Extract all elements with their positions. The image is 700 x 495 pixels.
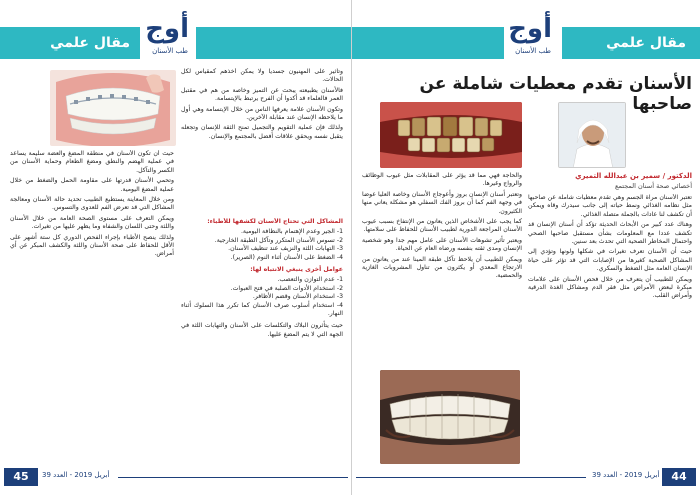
right-col1-p1: تعتبر الأسنان مرآة الجسم وهي تقدم معطيات شاملة عن صاحبها مثل نظامه الغذائي ونمط حياته إلى جانب سيدرك وقاه ويمكن أن تكشف لنا عادات بالجملة متصلة الغذائي. bbox=[528, 194, 692, 218]
right-footer bbox=[352, 468, 700, 486]
right-col1-p2: وهناك عدد كبير من الأبحاث الحديثة تؤكد أن أسنان الإنسان قد تكشف عددا مع المعلومات بشأن مستقبل صاحبها الصحي واحتمال المخاطر الصحية التي تحدث بعد سنين. bbox=[528, 221, 692, 246]
section-label: مقال علمي bbox=[606, 35, 686, 51]
article-headline: الأسنان تقدم معطيات شاملة عن صاحبها bbox=[419, 74, 692, 114]
left-col2-p1: حيث أن تكون الأسنان في منطقة المضغ والعضة سليمة يساعد في عملية الهضم والنطق ومضغ الطعام وحماية الأسنان من الكسر والتآكل. bbox=[10, 150, 174, 174]
right-col2-p1: والحاجة فهي مما قد يؤثر على المقابلات مثل عيوب الوظائف والرواج وغيرها. bbox=[362, 172, 522, 188]
left-col1-p3: وتكون الأسنان علامة يعرفها الناس من خلال الإبتسامة وهي أول ما يلاحظه الإنسان عند مقابلة الآخرين. bbox=[181, 105, 343, 122]
left-header-band-right bbox=[196, 27, 352, 59]
left-col1-p4: ولذلك فإن عملية التقويم والتجميل تمنح الثقة للإنسان وتجعله يتقبل نفسه ويحقق علاقات أفضل بالمجتمع والإنسان. bbox=[181, 124, 343, 140]
left-col1-p2: فالأسنان يطبيعته يبحث عن التميز وخاصة من هم في مقتبل العمر فالعلماء قد أكدوا أن الفرح يرتبط بالإبتسامة. bbox=[181, 86, 343, 103]
left-col2-p3: ومن خلال المعاينة يستطيع الطبيب تحديد حالة الأسنان ومعالجة المشاكل التي قد تعرض الفم للعدوى والتسوس. bbox=[10, 196, 174, 212]
list-2 bbox=[181, 276, 343, 318]
page-number: 44 bbox=[662, 468, 696, 486]
right-col1-text bbox=[528, 194, 692, 462]
clenched-teeth-photo bbox=[380, 370, 520, 464]
right-col2-text bbox=[362, 172, 522, 367]
list-item: 1- الجير وعدم الإهتمام بالنظافة اليومية. bbox=[240, 228, 343, 236]
clenched-teeth-illustration bbox=[380, 370, 520, 464]
tooth-logo-icon bbox=[145, 9, 195, 63]
right-header-band bbox=[562, 27, 700, 59]
issue-label: أبريل 2019 - العدد 39 bbox=[592, 471, 660, 479]
left-col2-p2: وتحمي الأسنان قدرتها على مقاومة الحمل والضغط من خلال عملية المضغ اليومية. bbox=[10, 177, 174, 193]
right-page bbox=[352, 0, 700, 495]
right-col2-p4: ويعتبر تأثير تشوهات الأسنان على عامل مهم جدا وهو شخصية الإنسان ومدى ثقته بنفسه ورضاه العام عن الحياة. bbox=[362, 236, 522, 253]
footer-rule bbox=[356, 477, 586, 478]
decayed-teeth-illustration bbox=[380, 102, 522, 168]
list-heading: المشاكل التي تحتاج الأسنان لكشفها للأطباء: bbox=[207, 218, 343, 225]
author-name: الدكتور / سمير بن عبدالله التميري bbox=[575, 172, 692, 180]
author-photo bbox=[558, 102, 626, 168]
list-heading-2: عوامل أخرى ينبغي الانتباه لها: bbox=[250, 266, 343, 274]
left-col1-text bbox=[181, 68, 343, 216]
left-header-band bbox=[0, 27, 140, 59]
list-item: 3- التهابات اللثة والنزيف عند تنظيف الأسنان. bbox=[228, 245, 343, 253]
list-item: 2- استخدام الأدوات الصلبة في فتح العبوات. bbox=[230, 284, 343, 292]
list-1 bbox=[181, 228, 343, 262]
right-header bbox=[352, 5, 700, 67]
issue-label: أبريل 2019 - العدد 39 bbox=[42, 471, 110, 479]
left-col1-list bbox=[181, 218, 343, 463]
left-footer bbox=[0, 468, 352, 486]
left-col1-tail: حيث يتأثرون البلاك والتكلسات على الأسنان والتهابات اللثة في الجهة التي لا يتم المضغ عليها. bbox=[181, 322, 343, 338]
logo-text: أوج bbox=[508, 14, 552, 44]
author-portrait bbox=[559, 103, 626, 168]
list-item: 4- استخدام أسلوب صرف الأسنان كما تكرر هذا السلوك أثناء النهار. bbox=[181, 301, 343, 318]
list-item: 3- استخدام الأسنان وقضم الأظافر. bbox=[252, 293, 343, 301]
right-col1-p3: حيث أن الأسنان تعرف تغيرات في شكلها ولونها وتؤدي إلى المشاكل الصحية كغيرها من الإصابات التي قد تؤثر على حياة الإنسان العامة مثل الضغط والسكري. bbox=[528, 248, 692, 273]
left-col2-p4: ويمكن التعرف على مستوى الصحة العامة من خلال الأسنان واللثة وحتى اللسان والشفاه وما يظهر عليها من تغيرات. bbox=[10, 214, 174, 231]
list-item: 4- الضغط على الأسنان أثناء النوم (الصرير). bbox=[230, 253, 343, 261]
page-number: 45 bbox=[4, 468, 38, 486]
left-col2-text bbox=[10, 150, 174, 462]
logo-sub: طب الأسنان bbox=[152, 47, 188, 55]
right-header-band-left bbox=[352, 27, 504, 59]
logo-text: أوج bbox=[145, 14, 189, 44]
list-item: 1- عدم التوازن والتعصب. bbox=[277, 276, 343, 284]
left-col2-p5: ولذلك ينصح الأطباء بإجراء الفحص الدوري كل ستة أشهر على الأقل للحفاظ على صحة الأسنان واللثة والكشف المبكر عن أي أمراض. bbox=[10, 233, 174, 258]
section-label: مقال علمي bbox=[50, 35, 130, 51]
footer-rule bbox=[118, 477, 348, 478]
author-role: أخصائي صحة أسنان المجتمع bbox=[615, 182, 692, 190]
left-header bbox=[0, 5, 352, 67]
braces-photo bbox=[50, 70, 176, 146]
logo-sub: طب الأسنان bbox=[515, 47, 551, 55]
right-col2-p5: ويمكن للطبيب أن يلاحظ تآكل طبقة المينا عند من يعانون من الارتجاع المعدي أو يكثرون من تناول المشروبات الغازية والحمضية. bbox=[362, 255, 522, 280]
left-col1-p1: وتأثير على المهنيون جسديا ولا يمكن أخذهم كمقياس لكل الحالات. bbox=[181, 68, 343, 84]
right-col2-p3: كما يجب على الأشخاص الذين يعانون من الإنتفاخ بسبب عيوب الأسنان المراجعة الدورية لطبيب الأسنان للحفاظ على سلامتها. bbox=[362, 218, 522, 234]
braces-illustration bbox=[50, 70, 176, 146]
right-col1-p4: ويمكن للطبيب أن يتعرف من خلال فحص الأسنان على علامات مبكرة لبعض الأمراض مثل فقر الدم ومشاكل الغدة الدرقية وأمراض القلب. bbox=[528, 275, 692, 300]
tooth-logo-icon bbox=[508, 9, 558, 63]
right-col2-p2: وتعتبر أسنان الإنسان بروز وأعوجاج الأسنان وخاصة العليا عوضا في وجهة الفم كما أن بروز الفك السفلي هو مشكلة يعاني منها الكثيرون. bbox=[362, 190, 522, 215]
decayed-teeth-photo bbox=[380, 102, 522, 168]
list-item: 2- تسوس الأسنان المتكرر وتآكل الطبقة الخارجية. bbox=[214, 236, 343, 244]
